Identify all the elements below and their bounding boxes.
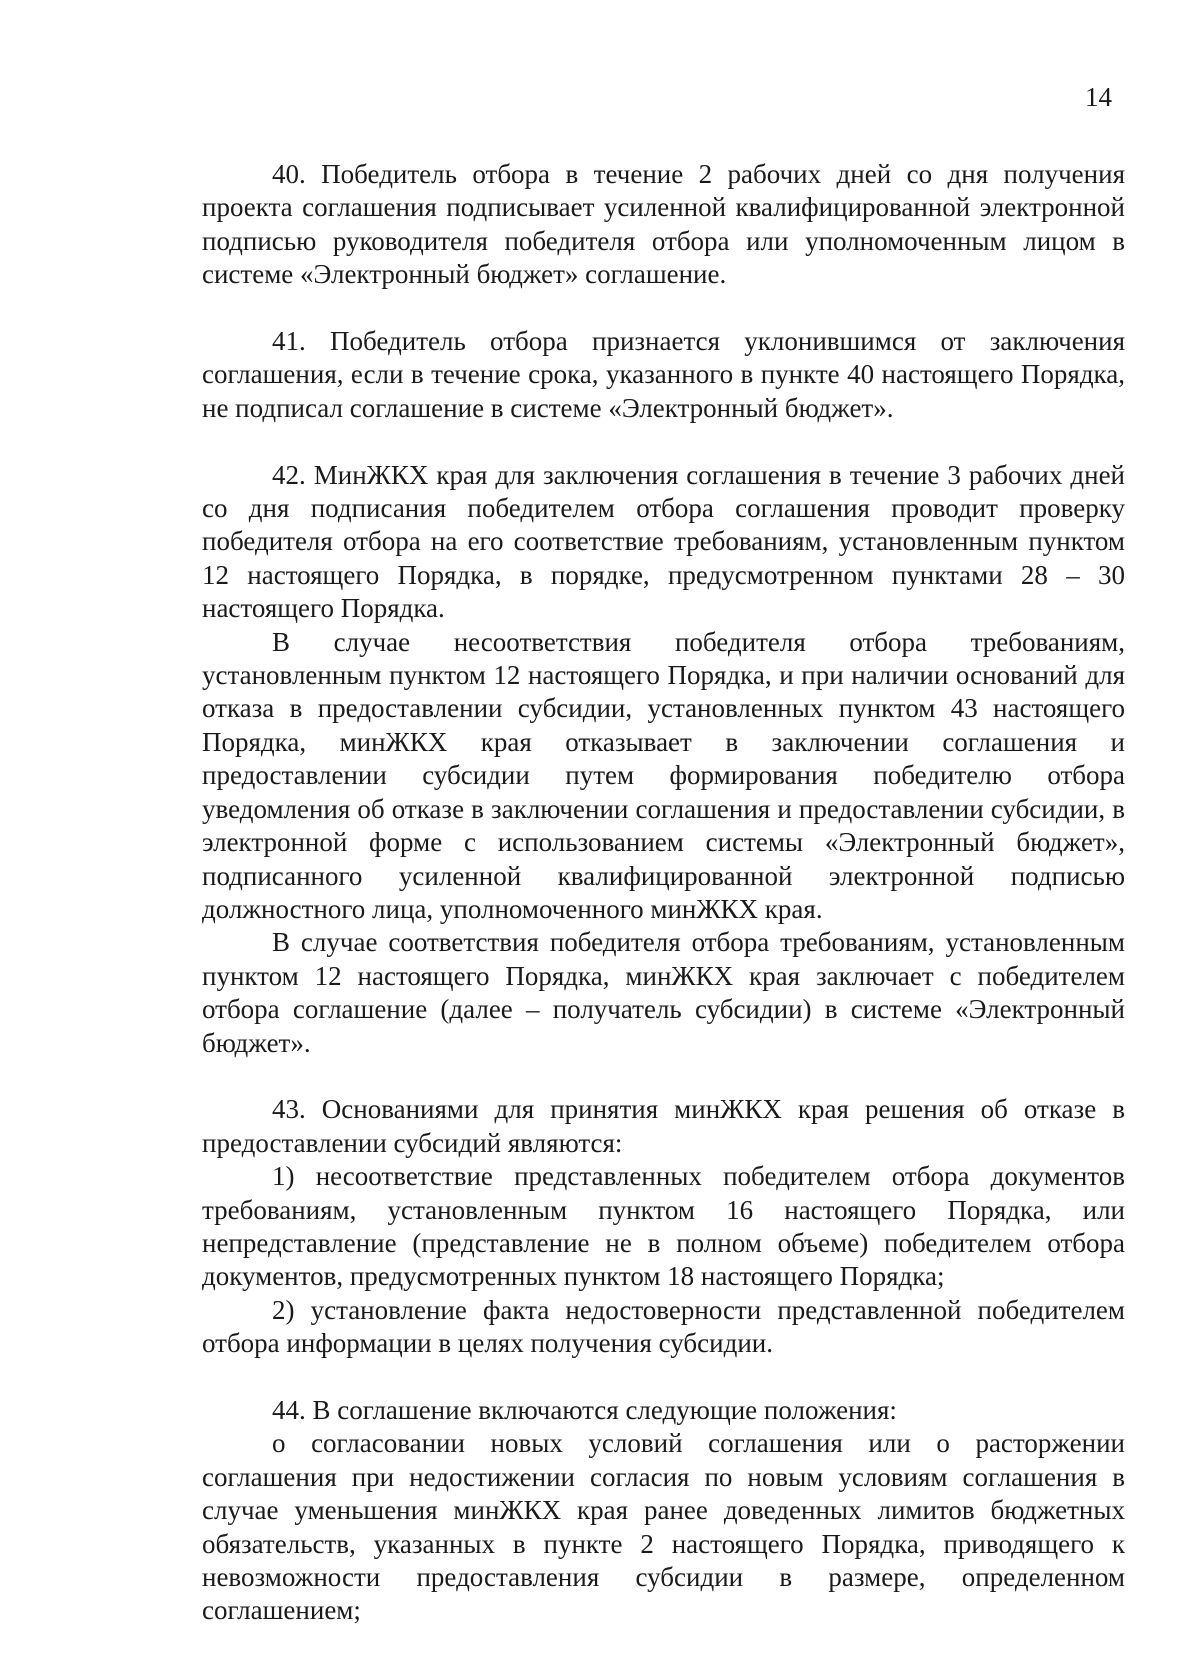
paragraph-42-conclusion: В случае соответствия победителя отбора требованиям, установленным пунктом 12 настоящего Порядка, минЖКХ края заключает с победителем отбора соглашение (далее – получатель субсидии) в системе «Электронный бюджет». xyxy=(202,927,1125,1058)
paragraph-42: 42. МинЖКХ края для заключения соглашения в течение 3 рабочих дней со дня подписания победителем отбора соглашения проводит проверку победителя отбора на его соответствие требованиям, установленным пунктом 12 настоящего Порядка, в порядке, предусмотренном пунктами 28 – 30 настоящего Порядка. xyxy=(202,459,1125,624)
paragraph-43-item-1: 1) несоответствие представленных победителем отбора документов требованиям, установленным пунктом 16 настоящего Порядка, или непредставление (представление не в полном объеме) победителем отбора документов, предусмотренных пунктом 18 настоящего Порядка; xyxy=(202,1161,1125,1292)
paragraph-43-item-2: 2) установление факта недостоверности представленной победителем отбора информации в целях получения субсидии. xyxy=(202,1294,1125,1359)
paragraph-44: 44. В соглашение включаются следующие положения: xyxy=(272,1394,897,1425)
document-body xyxy=(202,158,1125,1628)
paragraph-41: 41. Победитель отбора признается уклонившимся от заключения соглашения, если в течение срока, указанного в пункте 40 настоящего Порядка, не подписал соглашение в системе «Электронный бюджет». xyxy=(202,326,1125,423)
paragraph-43: 43. Основаниями для принятия минЖКХ края решения об отказе в предоставлении субсидий являются: xyxy=(202,1094,1125,1158)
paragraph-40: 40. Победитель отбора в течение 2 рабочих дней со дня получения проекта соглашения подписывает усиленной квалифицированной электронной подписью руководителя победителя отбора или уполномоченным лицом в системе «Электронный бюджет» соглашение. xyxy=(202,159,1125,290)
paragraph-42-refusal: В случае несоответствия победителя отбора требованиям, установленным пунктом 12 настоящего Порядка, и при наличии оснований для отказа в предоставлении субсидии, установленных пунктом 43 настоящего Порядка, минЖКХ края отказывает в заключении соглашения и предоставлении субсидии путем формирования победителю отбора уведомления об отказе в заключении соглашения и предоставлении субсидии, в электронной форме с использованием системы «Электронный бюджет», подписанного усиленной квалифицированной электронной подписью должностного лица, уполномоченного минЖКХ края. xyxy=(202,626,1125,924)
paragraph-44-provision: о согласовании новых условий соглашения или о расторжении соглашения при недостижении согласия по новым условиям соглашения в случае уменьшения минЖКХ края ранее доведенных лимитов бюджетных обязательств, указанных в пункте 2 настоящего Порядка, приводящего к невозможности предоставления субсидии в размере, определенном соглашением; xyxy=(202,1428,1125,1626)
page-number: 14 xyxy=(1085,82,1112,112)
